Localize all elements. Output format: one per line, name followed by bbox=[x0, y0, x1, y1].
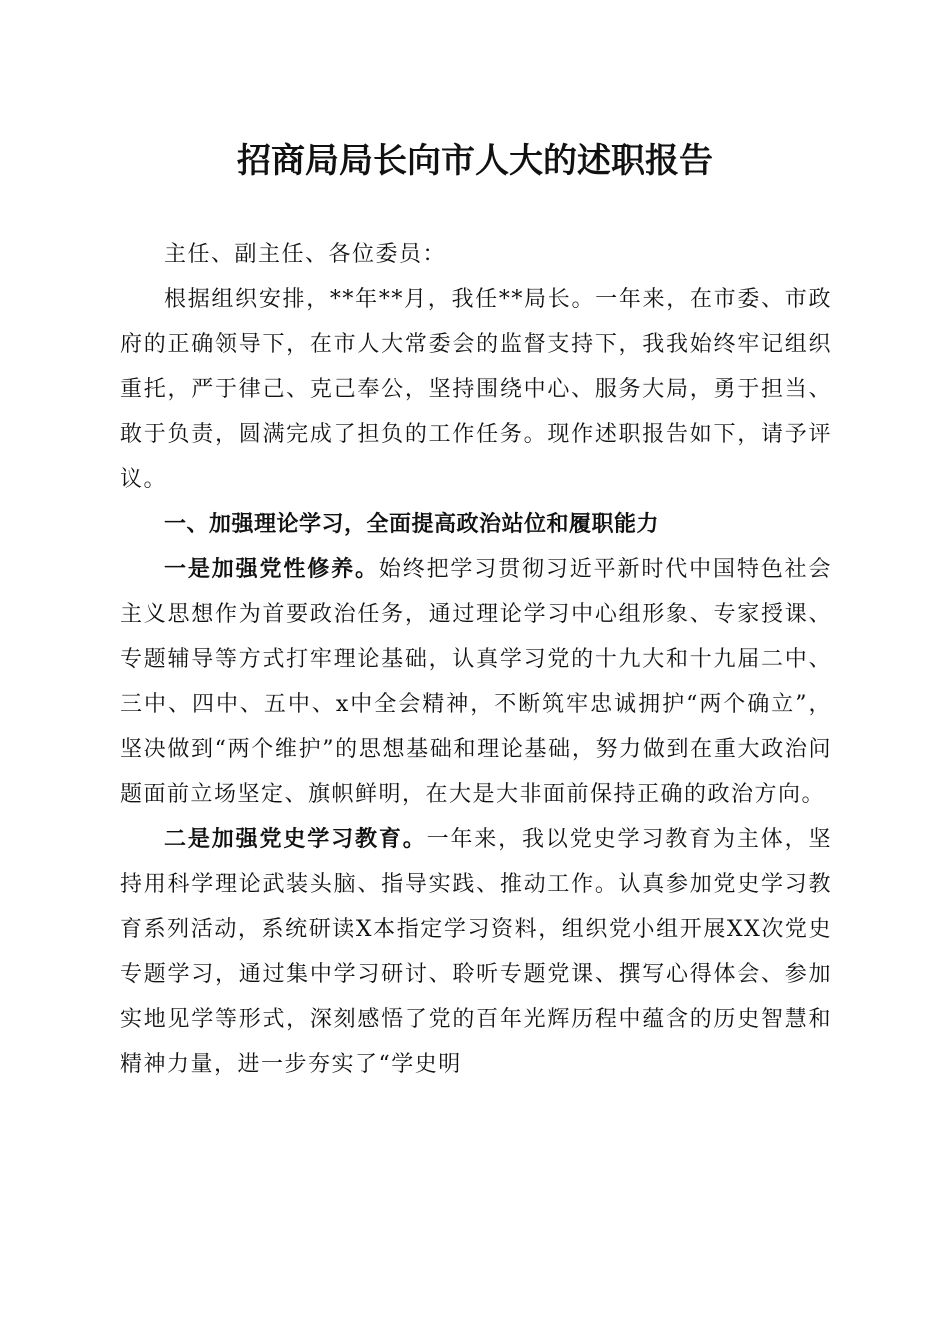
salutation: 主任、副主任、各位委员： bbox=[164, 242, 447, 267]
paragraph-text: 始终把学习贯彻习近平新时代中国特色社会主义思想作为首要政治任务，通过理论学习中心组形象、专家授课、专题辅导等方式打牢理论基础，认真学习党的十九大和十九届二中、三中、四中、五中、x中全会精神，不断筑牢忠诚拥护“两个确立”，坚决做到“两个维护”的思想基础和理论基础，努力做到在重大政治问题面前立场坚定、旗帜鲜明，在大是大非面前保持正确的政治方向。 bbox=[120, 557, 832, 807]
intro-paragraph: 根据组织安排，**年**月，我任**局长。一年来，在市委、市政府的正确领导下，在市人大常委会的监督支持下，我我始终牢记组织重托，严于律己、克己奉公，坚持围绕中心、服务大局，勇于担当、敢于负责，圆满完成了担负的工作任务。现作述职报告如下，请予评议。 bbox=[120, 287, 832, 492]
paragraph-lead: 一是加强党性修养。 bbox=[164, 556, 379, 582]
paragraph-lead: 二是加强党史学习教育。 bbox=[164, 826, 427, 852]
document-body bbox=[120, 232, 832, 1087]
paragraph-party-spirit bbox=[120, 547, 832, 817]
paragraph-party-history bbox=[120, 817, 832, 1087]
document-title: 招商局局长向市人大的述职报告 bbox=[237, 141, 713, 181]
paragraph-text: 一年来，我以党史学习教育为主体，坚持用科学理论武装头脑、指导实践、推动工作。认真参加党史学习教育系列活动，系统研读X本指定学习资料，组织党小组开展XX次党史专题学习，通过集中学习研讨、聆听专题党课、撰写心得体会、参加实地见学等形式，深刻感悟了党的百年光辉历程中蕴含的历史智慧和精神力量，进一步夯实了“学史明 bbox=[120, 827, 832, 1077]
section-heading: 一、加强理论学习，全面提高政治站位和履职能力 bbox=[164, 512, 660, 537]
